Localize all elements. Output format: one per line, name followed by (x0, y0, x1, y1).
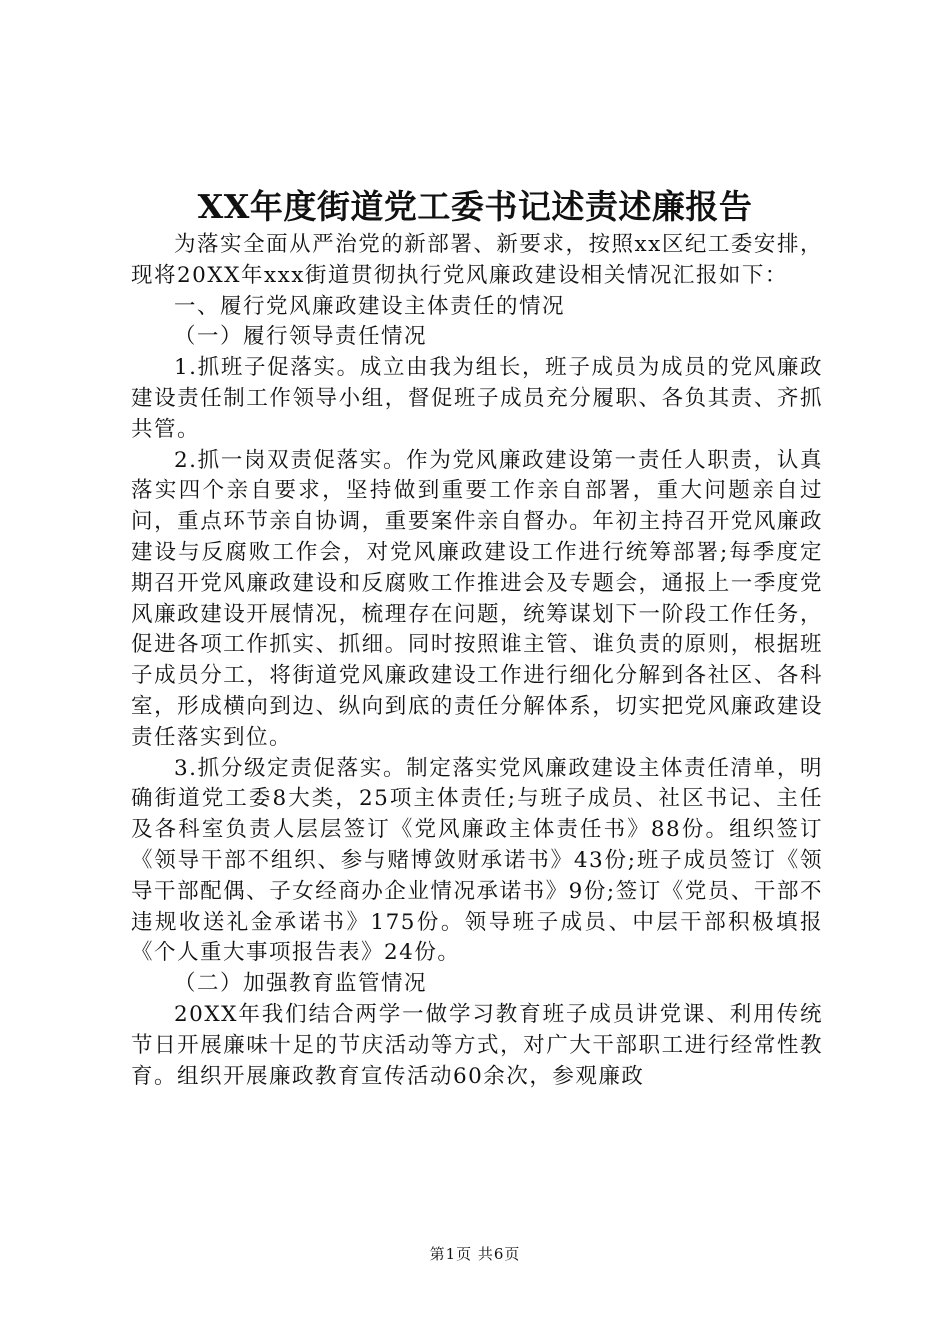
subsection-heading-1: （一）履行领导责任情况 (174, 324, 428, 350)
subsection-heading-2: （二）加强教育监管情况 (174, 971, 428, 997)
body-paragraph-4: 20XX年我们结合两学一做学习教育班子成员讲党课、利用传统节日开展廉味十足的节庆活动等方式，对广大干部职工进行经常性教育。组织开展廉政教育宣传活动60余次，参观廉政 (131, 1001, 823, 1089)
page-footer: 第1页 共6页 (429, 1245, 521, 1263)
section-heading-1: 一、履行党风廉政建设主体责任的情况 (174, 293, 566, 319)
document-body (131, 230, 823, 1092)
body-paragraph-2: 2.抓一岗双责促落实。作为党风廉政建设第一责任人职责，认真落实四个亲自要求，坚持做到重要工作亲自部署，重大问题亲自过问，重点环节亲自协调，重要案件亲自督办。年初主持召开党风廉政建设与反腐败工作会，对党风廉政建设工作进行统筹部署;每季度定期召开党风廉政建设和反腐败工作推进会及专题会，通报上一季度党风廉政建设开展情况，梳理存在问题，统筹谋划下一阶段工作任务，促进各项工作抓实、抓细。同时按照谁主管、谁负责的原则，根据班子成员分工，将街道党风廉政建设工作进行细化分解到各社区、各科室，形成横向到边、纵向到底的责任分解体系，切实把党风廉政建设责任落实到位。 (131, 447, 823, 750)
document-title: XX年度街道党工委书记述责述廉报告 (197, 187, 753, 226)
intro-paragraph: 为落实全面从严治党的新部署、新要求，按照xx区纪工委安排，现将20XX年xxx街道贯彻执行党风廉政建设相关情况汇报如下： (131, 232, 823, 288)
body-paragraph-1: 1.抓班子促落实。成立由我为组长，班子成员为成员的党风廉政建设责任制工作领导小组，督促班子成员充分履职、各负其责、齐抓共管。 (131, 355, 823, 442)
body-paragraph-3: 3.抓分级定责促落实。制定落实党风廉政建设主体责任清单，明确街道党工委8大类，25项主体责任;与班子成员、社区书记、主任及各科室负责人层层签订《党风廉政主体责任书》88份。组织签订《领导干部不组织、参与赌博敛财承诺书》43份;班子成员签订《领导干部配偶、子女经商办企业情况承诺书》9份;签订《党员、干部不违规收送礼金承诺书》175份。领导班子成员、中层干部积极填报《个人重大事项报告表》24份。 (131, 755, 823, 966)
